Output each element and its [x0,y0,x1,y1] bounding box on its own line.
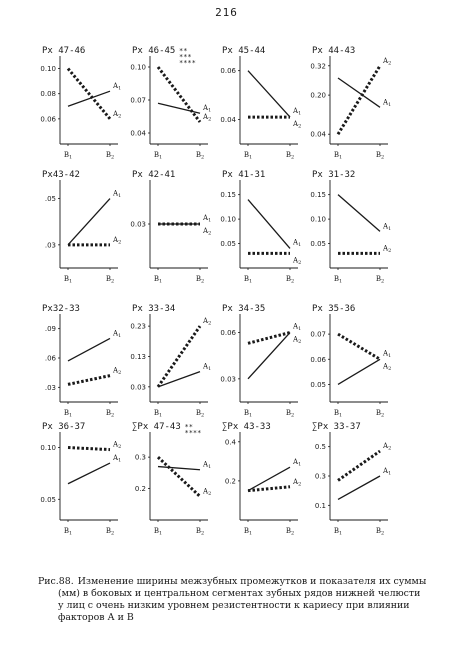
series-line-a1 [68,463,110,484]
chart-title: Px 31-32 [312,170,356,180]
series-line-a1 [338,195,380,232]
y-tick-label: 0.06 [220,67,236,76]
y-tick-label: 0.2 [224,477,236,486]
series-line-a2 [158,67,200,122]
series-label: $A_1$ [293,458,302,468]
y-tick-label: .03 [44,241,56,250]
chart-title: Px 36-37 [42,422,86,432]
y-tick-label: .09 [44,325,56,334]
x-tick-label: $B_2$ [105,151,115,161]
y-tick-label: 0.1 [314,501,326,510]
x-tick-label: $B_1$ [153,409,163,419]
y-tick-label: 0.05 [40,495,56,504]
y-tick-label: 0.05 [310,240,326,249]
series-label: $A_1$ [383,467,392,477]
y-tick-label: 0.4 [224,438,236,447]
x-tick-label: $B_1$ [243,275,253,285]
x-tick-label: $B_2$ [285,527,295,537]
y-tick-label: 0.20 [310,91,326,100]
series-line-a1 [68,199,110,245]
y-tick-label: 0.04 [130,129,146,138]
series-label: $A_2$ [203,113,212,123]
series-label: $A_2$ [293,335,302,346]
caption-line-3: у лиц с очень низким уровнем резистентности к кариесу при влиянии [58,600,410,611]
chart-title: Px 35-36 [312,304,356,314]
y-tick-label: 0.08 [40,90,56,99]
y-tick-label: 0.05 [310,380,326,389]
series-line-a2 [338,66,380,134]
series-line-a1 [68,338,110,360]
y-tick-label: 0.23 [130,322,146,331]
significance-stars: **** [179,59,196,67]
x-tick-label: $B_2$ [375,151,385,161]
series-label: $A_2$ [113,109,122,120]
y-tick-label: 0.07 [130,96,146,105]
x-tick-label: $B_1$ [153,151,163,161]
series-line-a2 [248,333,290,344]
y-tick-label: 0.10 [220,215,236,224]
x-tick-label: $B_2$ [195,151,205,161]
series-line-a1 [338,476,380,499]
series-label: $A_1$ [383,222,392,232]
chart-title: Px 34-35 [222,304,266,314]
series-label: $A_2$ [203,487,212,497]
x-tick-label: $B_2$ [105,275,115,285]
series-line-a1 [338,359,380,384]
series-label: $A_2$ [203,317,212,327]
x-tick-label: $B_1$ [63,527,73,537]
x-tick-label: $B_1$ [333,527,343,537]
series-label: $A_1$ [383,98,392,108]
x-tick-label: $B_2$ [375,409,385,419]
y-tick-label: 0.05 [220,240,236,249]
y-tick-label: .03 [44,383,56,392]
x-tick-label: $B_1$ [243,409,253,419]
y-tick-label: .05 [44,195,56,204]
y-tick-label: 0.15 [220,191,236,200]
series-label: $A_2$ [383,56,392,67]
y-tick-label: 0.06 [40,115,56,124]
significance-stars: **** [184,429,202,437]
chart-title: Px43-42 [42,170,80,180]
series-line-a2 [158,326,200,387]
x-tick-label: $B_1$ [63,151,73,161]
series-line-a1 [248,200,290,249]
chart-title: Px 41-31 [222,170,266,180]
series-label: $A_1$ [383,349,392,359]
x-tick-label: $B_2$ [285,151,295,161]
x-tick-label: $B_2$ [285,275,295,285]
series-label: $A_1$ [203,362,212,373]
series-label: $A_1$ [113,189,122,200]
chart-title: Px32-33 [42,304,80,314]
series-label: $A_2$ [113,366,122,377]
y-tick-label: 0.04 [220,116,236,125]
significance-stars: ** [179,47,188,55]
series-label: $A_2$ [293,256,302,266]
caption-label: Рис.88. [38,576,74,587]
y-tick-label: 0.06 [220,329,236,338]
y-tick-label: 0.32 [310,62,326,71]
y-tick-label: 0.04 [310,130,326,139]
series-line-a2 [158,457,200,496]
y-tick-label: 0.5 [314,443,326,452]
series-label: $A_1$ [203,460,212,471]
series-label: $A_2$ [383,442,392,452]
x-tick-label: $B_1$ [333,151,343,161]
chart-title: Px 46-45 [132,46,176,56]
y-tick-label: 0.10 [40,444,56,453]
series-line-a1 [158,103,200,113]
chart-title: ∑Px 43-33 [222,422,271,432]
x-tick-label: $B_2$ [195,275,205,285]
x-tick-label: $B_2$ [195,527,205,537]
series-label: $A_1$ [113,454,122,464]
figure-caption [38,576,438,624]
significance-stars: *** [179,53,192,61]
x-tick-label: $B_1$ [243,527,253,537]
page-number: 216 [215,6,238,19]
series-line-a1 [248,467,290,490]
y-tick-label: 0.06 [310,355,326,364]
x-tick-label: $B_1$ [63,409,73,419]
series-label: $A_1$ [113,329,122,339]
y-tick-label: 0.03 [220,375,236,384]
x-tick-label: $B_2$ [105,409,115,419]
series-label: $A_1$ [113,82,122,92]
chart-title: Px 44-43 [312,46,356,56]
series-label: $A_2$ [383,244,392,254]
series-line-a2 [338,334,380,359]
series-line-a1 [158,467,200,470]
y-tick-label: 0.3 [314,472,326,481]
series-line-a2 [338,451,380,480]
x-tick-label: $B_1$ [153,527,163,537]
x-tick-label: $B_2$ [105,527,115,537]
series-line-a2 [68,376,110,385]
y-tick-label: 0.10 [310,215,326,224]
series-label: $A_2$ [203,227,212,237]
series-label: $A_1$ [293,322,302,333]
x-tick-label: $B_1$ [333,409,343,419]
significance-stars: ** [184,423,193,431]
series-line-a1 [248,71,290,117]
chart-title: Px 47-46 [42,46,86,56]
series-label: $A_1$ [203,214,212,224]
chart-title: ∑Px 47-43 [132,422,181,432]
series-label: $A_1$ [293,107,302,117]
x-tick-label: $B_1$ [333,275,343,285]
series-label: $A_2$ [293,120,302,130]
x-tick-label: $B_2$ [375,527,385,537]
series-line-a1 [338,78,380,107]
caption-line-1 [38,576,438,588]
series-label: $A_2$ [113,235,122,246]
y-tick-label: .06 [44,354,56,363]
y-tick-label: 0.10 [40,65,56,74]
chart-title: Px 45-44 [222,46,266,56]
y-tick-label: 0.03 [130,383,146,392]
series-line-a1 [248,333,290,379]
y-tick-label: 0.15 [310,191,326,200]
x-tick-label: $B_1$ [153,275,163,285]
x-tick-label: $B_1$ [63,275,73,285]
caption-text-1: Изменение ширины межзубных промежутков и показателя их суммы [77,576,427,587]
y-tick-label: 0.2 [134,485,146,494]
series-label: $A_1$ [293,238,302,248]
x-tick-label: $B_1$ [243,151,253,161]
y-tick-label: 0.13 [130,352,146,361]
chart-title: Px 42-41 [132,170,176,180]
x-tick-label: $B_2$ [195,409,205,419]
y-tick-label: 0.3 [134,453,146,462]
chart-title: ∑Px 33-37 [312,422,361,432]
y-tick-label: 0.03 [130,220,146,229]
chart-title: Px 33-34 [132,304,176,314]
x-tick-label: $B_2$ [285,409,295,419]
caption-line-4: факторов А и В [58,612,134,623]
series-label: $A_1$ [203,104,212,114]
series-line-a2 [68,448,110,450]
series-label: $A_2$ [383,362,392,372]
x-tick-label: $B_2$ [375,275,385,285]
caption-line-2: (мм) в боковых и центральном сегментах зубных рядов нижней челюсти [58,588,421,599]
series-label: $A_2$ [113,440,122,451]
series-label: $A_2$ [293,477,302,488]
y-tick-label: 0.10 [130,63,146,72]
y-tick-label: 0.07 [310,330,326,339]
